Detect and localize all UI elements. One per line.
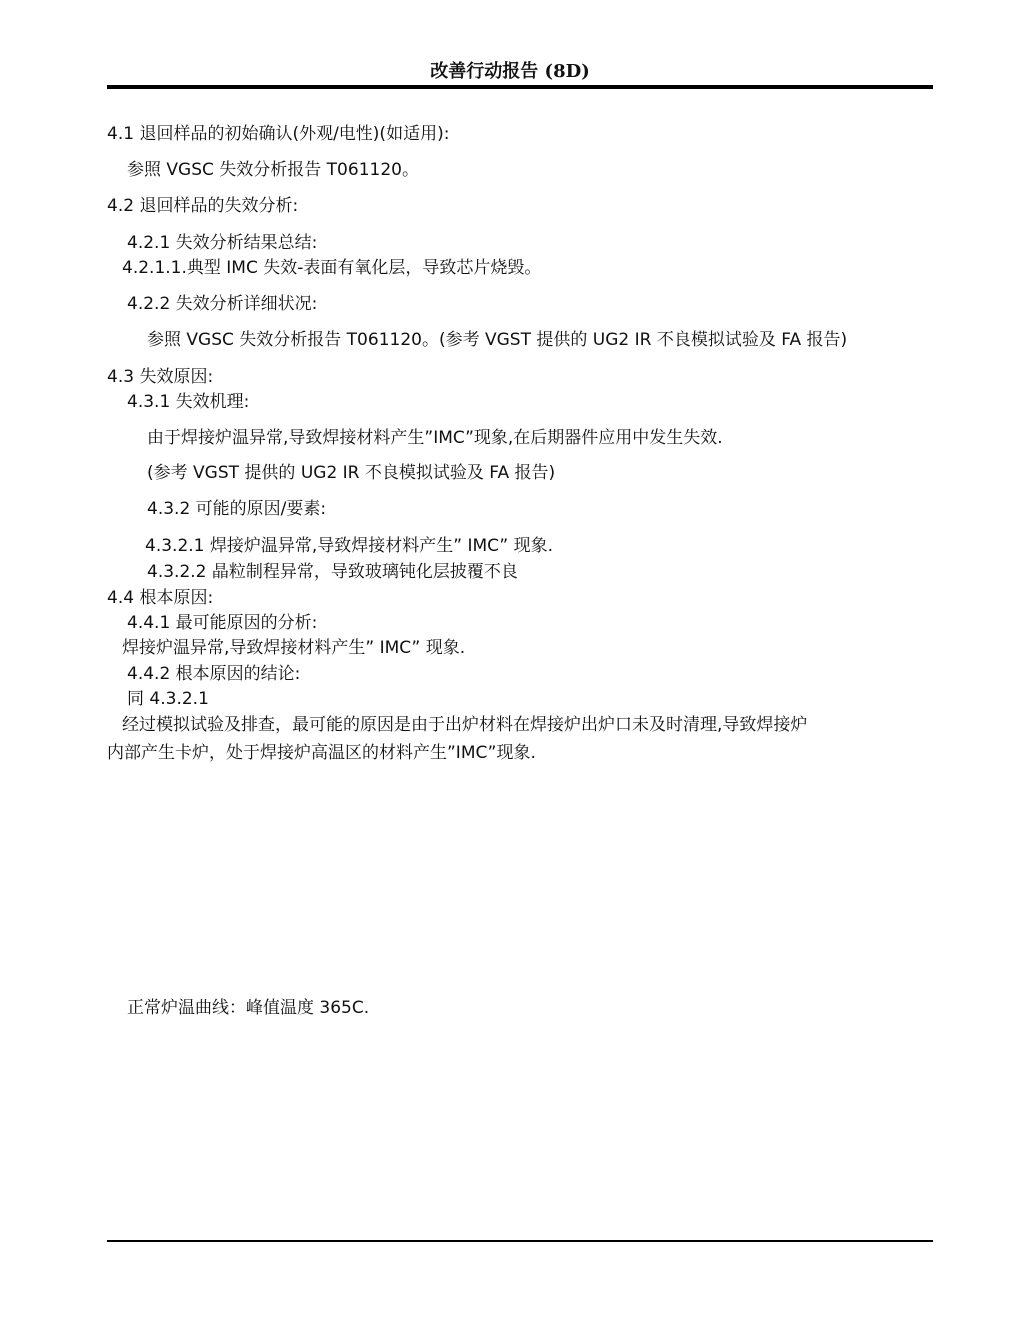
section-4-2-1-1-text: 4.2.1.1.典型 IMC 失效-表面有氧化层，导致芯片烧毁。 (122, 258, 542, 278)
section-4-3-2-2-text: 4.3.2.2 晶粒制程异常，导致玻璃钝化层披覆不良 (147, 562, 518, 582)
page-title: 改善行动报告 (8D) (430, 61, 590, 82)
section-4-2-2-heading: 4.2.2 失效分析详细状况: (127, 294, 318, 314)
header-divider (107, 85, 933, 89)
section-4-2-2-body: 参照 VGSC 失效分析报告 T061120。(参考 VGST 提供的 UG2 IR 不良模拟试验及 FA 报告) (147, 330, 848, 350)
section-4-3-2-1-text: 4.3.2.1 焊接炉温异常,导致焊接材料产生” IMC” 现象. (145, 536, 553, 556)
section-4-4-1-body: 焊接炉温异常,导致焊接材料产生” IMC” 现象. (122, 638, 466, 658)
section-4-1-heading: 4.1 退回样品的初始确认(外观/电性)(如适用): (107, 124, 450, 144)
section-4-4-heading: 4.4 根本原因: (107, 588, 214, 608)
section-4-3-heading: 4.3 失效原因: (107, 367, 214, 387)
section-4-2-1-heading: 4.2.1 失效分析结果总结: (127, 233, 318, 253)
section-4-3-1-reference: (参考 VGST 提供的 UG2 IR 不良模拟试验及 FA 报告) (147, 463, 556, 483)
section-4-4-2-heading: 4.4.2 根本原因的结论: (127, 664, 301, 684)
footer-divider (107, 1240, 933, 1242)
section-4-3-1-body: 由于焊接炉温异常,导致焊接材料产生”IMC”现象,在后期器件应用中发生失效. (147, 428, 723, 448)
normal-curve-caption: 正常炉温曲线：峰值温度 365C. (127, 998, 370, 1018)
section-4-1-body: 参照 VGSC 失效分析报告 T061120。 (127, 160, 419, 180)
section-4-4-2-reference: 同 4.3.2.1 (127, 689, 209, 709)
section-4-4-1-heading: 4.4.1 最可能原因的分析: (127, 613, 318, 633)
section-4-2-heading: 4.2 退回样品的失效分析: (107, 196, 299, 216)
section-4-4-2-body-line-2: 内部产生卡炉，处于焊接炉高温区的材料产生”IMC”现象. (107, 743, 536, 763)
section-4-3-2-heading: 4.3.2 可能的原因/要素: (147, 499, 327, 519)
section-4-3-1-heading: 4.3.1 失效机理: (127, 392, 250, 412)
section-4-4-2-body-line-1: 经过模拟试验及排查，最可能的原因是由于出炉材料在焊接炉出炉口未及时清理,导致焊接炉 (122, 715, 808, 735)
